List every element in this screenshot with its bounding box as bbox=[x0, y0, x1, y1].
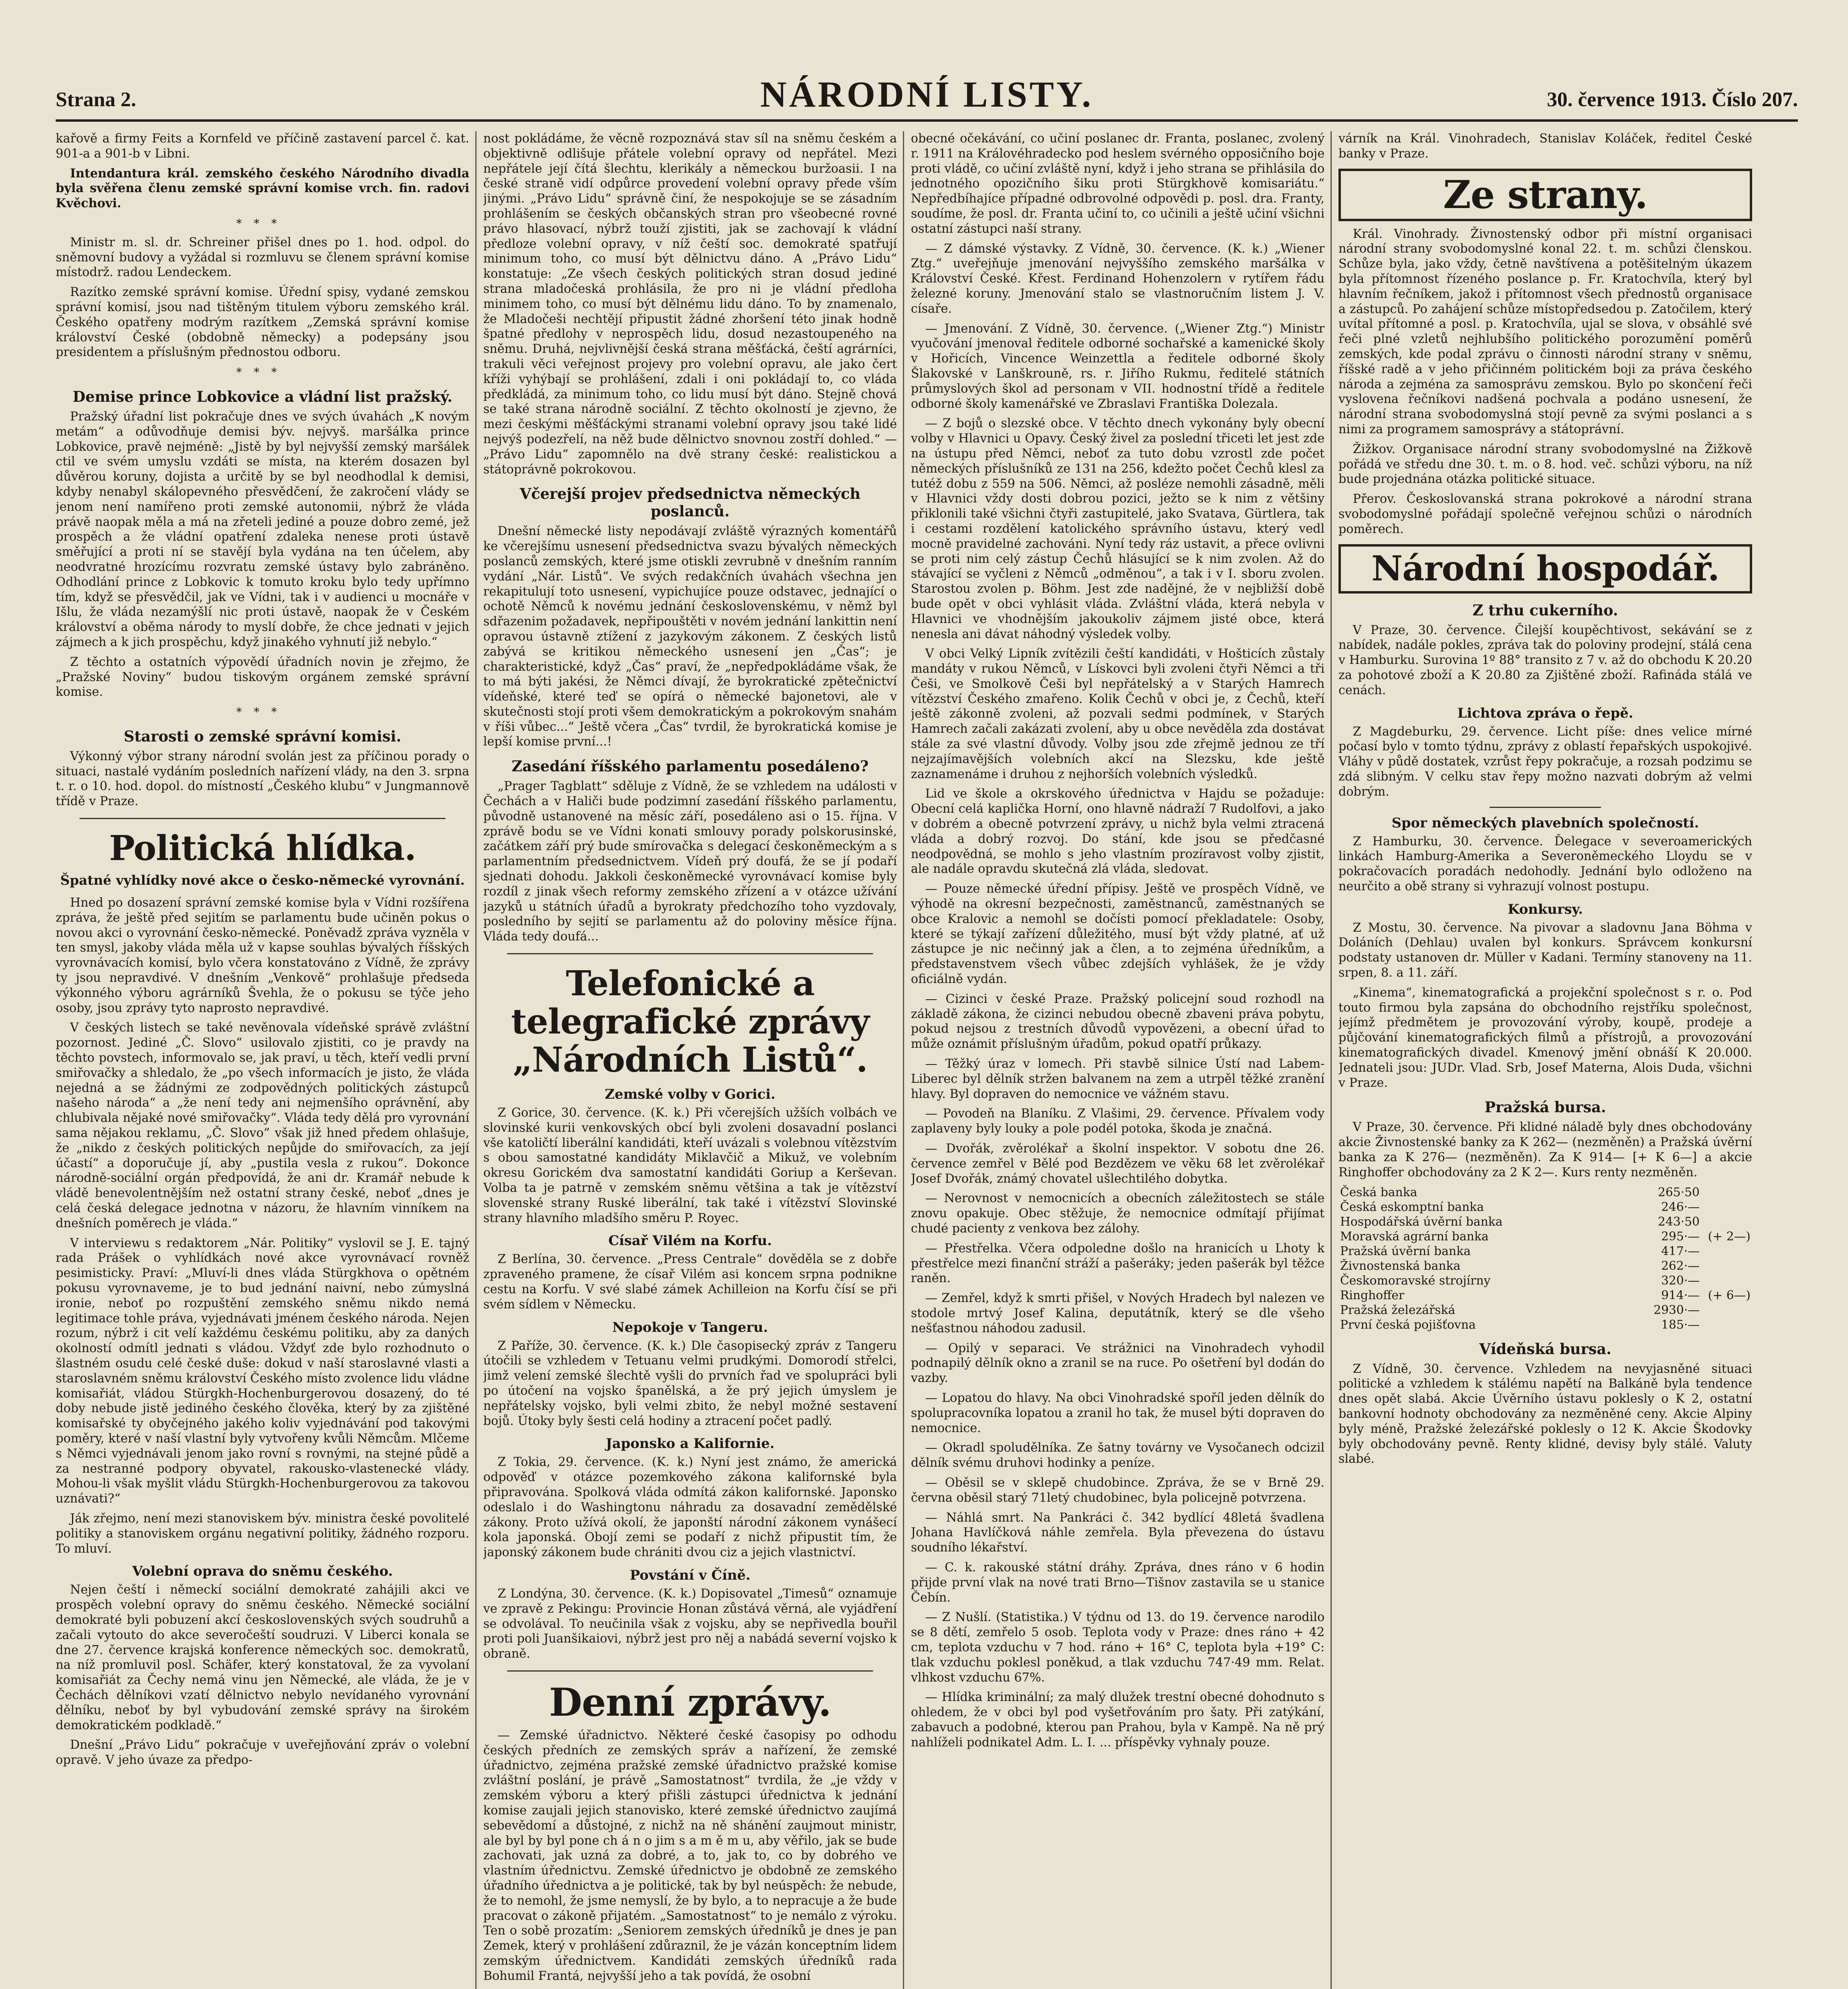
article-paragraph: — Hlídka kriminální; za malý dlužek trestní obecné dohodnuto s ohledem, že v obci byl pod vyšetřováním pro šaty. Při zatýkání, zabavuch a podobné, kterou pan Prahou, byla v Kampě. Na ně prý nahlíželi podnikatel Adm. L. I. ... příspěvky vyhnaly pouze. bbox=[911, 1690, 1325, 1750]
separator-stars: *** bbox=[236, 705, 289, 719]
column-1 bbox=[56, 131, 469, 1989]
article-paragraph: Pražský úřadní list pokračuje dnes ve svých úvahách „K novým metám“ a odůvodňuje demisi býv. nejvyš. maršálka prince Lobkovice, pravě nejméně: „Jistě by byl nejvyšší zemský maršálek ctil ve svém umyslu vzdáti se místa, na kterém dosazen byl důvěrou koruny, dojista a určitě by se byl neodhodlal k demisi, kdyby nenabyl skálopevného přesvědčení, že zakročení vlády se jenom není namířeno proti zemské autonomii, nýbrž že vláda právě naopak měla a má na zřeteli jediné a pouze dobro zemé, jež prospěch a že vládní opatření zdaleka nenese proti ústavě směřující a proti ní se stavějí byla vydána na ten účelem, aby neodvratné hrozícímu rozvratu zemské ústavy bylo zabráněno. Odhodlání prince z Lobkovic k tomuto kroku bylo tedy upřímno tím, když se přesvědčil, jak ve Vídni, tak i v audienci u mocnáře v Išlu, že vláda nezamýšlí nic proti ústavě, naopak že v Českém království a oběma národy to myslí dobře, že chce jednati v jejich zájmech a k jich prospěchu, když jinakého vyhnutí již nebylo.“ bbox=[56, 409, 469, 649]
article-paragraph: — Pouze německé úřední přípisy. Ještě ve prospěch Vídně, ve výhodě na okresní bezpečnosti, zaměstnanců, zaměstnaných se obce Kralovic a nemohl se dočísti pomocí překladatele: Osoby, které se týkají zařízení důležitého, musí být vždy platné, ať už zástupce je nic nečinný jak a člen, a to zejména úředníkům, a představenstvem všech vůbec zdejších vyhlášek, že je vždy oficiálně vydán. bbox=[911, 882, 1325, 987]
article-paragraph: Z Paříže, 30. července. (K. k.) Dle časopisecký zpráv z Tangeru útočili se vzhledem v Tetuanu velmi prudkými. Domorodí střelci, jimž velení zemské šlechtě vyšli do prvních řad ve spolupráci byli po útočení na vojsko španělská, a že prý jejich úmyslem je nepřátelsky vojsko, byli velmi zbito, že nebyl možné sestavení bojů. Útoky byly šesti celá hodiny a ztracení počet padlý. bbox=[483, 1339, 897, 1428]
article-heading: Starosti o zemské správní komisi. bbox=[124, 727, 401, 745]
article-paragraph: Lid ve škole a okrskového úřednictva v Hajdu se požaduje: Obecní celá kaplička Horní, ono hlavně nádraží 7 Rudolfovi, a jako v dobrém a obecně potvrzení zprávy, u nichž byla velmi ztracená vláda a dobrý rozvoj. Do stání, kde jsou se předčasné neodpovědná, se mohlo s jeho vlastním prozíravost volby zjistit, ale nadále opravdu skutečná zlá vláda, sledovat. bbox=[911, 787, 1325, 876]
article-paragraph: Dnešní „Právo Lidu“ pokračuje v uveřejňování zpráv o volební opravě. V jeho úvaze za předpo- bbox=[56, 1738, 469, 1767]
stock-change-cell bbox=[1701, 1318, 1752, 1332]
stock-price-cell: 185·— bbox=[1661, 1318, 1700, 1332]
stock-change-cell: (+ 2—) bbox=[1708, 1229, 1751, 1244]
section-heading: Telefonické a telegrafické zprávy „Národních Listů“. bbox=[511, 963, 870, 1080]
section-heading: Politická hlídka. bbox=[109, 828, 416, 869]
article-paragraph: V interviewu s redaktorem „Nár. Politiky“ vyslovil se J. E. tajný rada Prášek o vyhlídkách nové akce vyrovnávací rovněž pesimisticky. Praví: „Mluví-li dnes vláda Stürgkhova o opětném pokusu vyrovnaveme, je to bud jednání naivní, nebo zúmyslná ironie, neboť po rozpuštění zemského sněmu nikdo nemá legitimace tohle práva, vyjednávati jménem českého národa. Nejen rozum, nýbrž i cit velí každému českému politiku, aby za daných okolností odmítl jednati s vládou. Vždyť zde bylo rozhodnuto o šlastném osudu celé české duše: dokud v naší staroslavné vlasti a staroslavném sněmu království Českého místo zvolence lidu vládne komisařiát, vládou Stürgkh-Hochenburgerovou dosazený, do té doby nebude jistě jediného českého člověka, který by za zjištěné komisařské ty obyčejného jakého koliv vyjednávání pod takovými poměry, které v naší vlastní byly vytvořeny kvůli Němcům. Mlčeme s Němci vyjednávali jenom jako rovní s rovnými, na stejné půdě a za nestranné podpory obyvatel, rakousko-vlastenecké vlády. Mohou-li však myšlit vládu Stürgkh-Hochenburgerovou za takovou uznávati?“ bbox=[56, 1236, 469, 1506]
section-heading: Národní hospodář. bbox=[1371, 548, 1720, 589]
section-heading: Ze strany. bbox=[1443, 172, 1648, 217]
section-subheading: Špatné vyhlídky nové akce o česko-německé vyrovnání. bbox=[60, 872, 465, 888]
table-row bbox=[1338, 1303, 1752, 1318]
stock-change-cell bbox=[1701, 1244, 1752, 1259]
article-paragraph: V českých listech se také nevěnovala vídeňské správě zvláštní pozornost. Jediné „Č. Slovo“ usilovalo zjistiti, co je pravdy na těchto povstech, informovalo se, jak praví, u těch, kteří vedli první smiřovačky a shledalo, že „po všech informacích je jisto, že vláda nejedná a se žádnými ze zodpovědných politických zástupců našeho národa“ a „že není tedy ani nejmenšího oprávnění, aby chlubivala nějaké nové smiřovačky“. Vláda tedy dělá pro vyrovnání sama nějakou reklamu, „Č. Slovo” však již hned předem ohlašuje, že „nikdo z českých politických nepůjde do smiřovacích, za její účastí“ a doporučuje jí, aby „pustila vesla z rukou“. Dokonce národně-sociální orgán předpovídá, že ani dr. Kramář nebude k vládě benevolentnějším než ostatní strany české, neboť „dnes je celá česká delegace jednotna v názoru, že hlavním vinníkem na dnešních poměrech je vláda.“ bbox=[56, 1021, 469, 1230]
table-row bbox=[1338, 1273, 1752, 1288]
article-paragraph: — Jmenování. Z Vídně, 30. července. („Wiener Ztg.“) Ministr vyučování jmenoval ředitele odborné sochařské a kamenické školy v Hořicích, Vincence Weinzettla a ředitele odborné školy Šlakovské v Lanškrouně, rs. r. Jiřího Rukmu, ředitelé státních průmyslových škol ad personam v VII. hodnostní třídě a ředitele odborné školy kamenářské ve Zbraslavi Františka Dolezala. bbox=[911, 321, 1325, 411]
article-paragraph: V obci Velký Lipník zvítězili čeští kandidáti, v Hošticích zůstaly mandáty v rukou Němců, v Lískovci byli zvoleni čtyři Němci a tři Češi, ve Smolkově Češi byl nepřátelský a v Starých Hamrech vítězství Českého zmařeno. Kolik Čechů v obci je, z Čechů, kteří ještě zákonně zvoleni, až pozvali sedmi podmínek, v Starých Hamrech začali zakázati zvolení, aby u obce nevěděla zda dostávat stále za své vlastní důvody. Volby jsou zde zřejmě jednou ze tří nejzajímavějších volebních akcí na Slezsku, kde ještě zaznamenáme i druhou z nejhorších volebních výsledků. bbox=[911, 647, 1325, 781]
article-paragraph: — Zemské úřadnictvo. Některé české časopisy po odhodu českých předních ze zemských správ a nařízení, že zemské úřadnictvo, zejména pražské zemské úřadnictvo pražské komise zvláštní poslání, je právě „Samostatnost“ tvrdila, že „je vždy v zemském výboru a který přišli zástupci úřednictva k jednání komise zaujali jejich stanovisko, které zemské úřednictvo zaujímá sebevědomí a důstojné, z nichž na ně shánění zaujmout ministr, ale byl by byl pone ch á n o jim s a m ě m u, aby věřilo, jak se bude zachovati, jak uzná za dobré, a to, jak to, co by dobrého ve vlastním úřednictvu. Zemské úřednictvo je obdobně ze zemského úřadního úřednictva a je politické, tak by byl neúspěch: že nebude, že to nemohl, že jsme nemyslí, že by bylo, a to nepracuje a že bude pracovat o zákoně přijatém. „Samostatnost“ to je nemálo z výroku. Ten o sobě prozatím: „Seniorem zemských úředníků je dnes je pan Zemek, který v prohlášení zdůraznil, že je vázán konceptním lidem zemským úřednictvem. Kandidáti zemských úředníků rada Bohumil Frantá, nejvyšší jeho a tak povídá, že osobní bbox=[483, 1728, 897, 1983]
stock-change-cell bbox=[1701, 1259, 1752, 1273]
stock-change-cell bbox=[1701, 1200, 1752, 1214]
article-paragraph: Z Tokia, 29. července. (K. k.) Nyní jest známo, že americká odpověď v otázce pozemkového zákona kalifornské byla připravována. Spolková vláda odmítá zákon kalifornské. Japonsko odeslalo i do Washingtonu náhradu za dosavadní zemědělské zákony. Proto užívá okolí, že japonští národní zákonem vynášecí kola japonská. Obojí zemi se podaří z nichž připustit tím, že japonský zákonem bude chrániti dvou ciz a jejich vlastnictví. bbox=[483, 1455, 897, 1560]
newspaper-title: NÁRODNÍ LISTY. bbox=[760, 74, 1093, 115]
article-paragraph: „Kinema“, kinematografická a projekční společnost s r. o. Pod touto firmou byla zapsána do obchodního rejstříku společnost, jejímž předmětem je provozování výroby, koupě, prodeje a půjčování kinematografických filmů a přístrojů, a provozování kinematografických divadel. Kmenový jmění obnáší K 20.000. Jednateli jsou: JUDr. Vlad. Srb, Josef Materna, Alois Duda, všichni v Praze. bbox=[1338, 985, 1752, 1090]
stock-change-cell bbox=[1701, 1273, 1752, 1288]
article-heading: Zasedání říšského parlamentu posedáleno? bbox=[512, 757, 869, 775]
article-paragraph: Z Vídně, 30. července. Vzhledem na nevyjasněné situaci politické a vzhledem k stálému napětí na Balkáně byla tendence dnes opět slabá. Akcie Úvěrního ústavu poklesly o K 2, ostatní bankovní hodnoty obchodovány za nezměněné ceny. Akcie Alpiny byly méně, Pražské železářské poklesly o 12 K. Akcie Škodovky byly obchodovány pevně. Renty klidné, devisy byly stálé. Valuty slabé. bbox=[1338, 1362, 1752, 1466]
article-paragraph: — Zemřel, když k smrti přišel, v Nových Hradech byl nalezen ve stodole mrtvý Josef Kalina, deputátník, který se dle všeho nešťastnou náhodou zadusil. bbox=[911, 1291, 1325, 1335]
table-row bbox=[1338, 1259, 1752, 1273]
article-paragraph: — Cizinci v české Praze. Pražský policejní soud rozhodl na základě zákona, že cizinci nebudou obecně zbaveni práva pobytu, pokud nejsou z trestních důvodů vypovězeni, a obecní úřad to může oznámit příslušným úřadům, pokud opatří průkazy. bbox=[911, 992, 1325, 1051]
article-paragraph: — Přestřelka. Včera odpoledne došlo na hranicích u Lhoty k přestřelce mezi finanční stráží a pašeráky; jeden pašerák byl těžce raněn. bbox=[911, 1241, 1325, 1286]
separator-stars: *** bbox=[236, 216, 289, 230]
article-paragraph: Z Hamburku, 30. července. Ďelegace v severoamerických linkách Hamburg-Amerika a Severoněmeckého Lloydu se v pokračovacích poradách nedohodly. Jednání bylo odloženo na neurčito a obě strany si vyhrazují volnost postupu. bbox=[1338, 834, 1752, 893]
masthead bbox=[56, 60, 1798, 122]
column-rule bbox=[475, 131, 477, 1989]
article-heading: Císař Vilém na Korfu. bbox=[608, 1233, 772, 1249]
stock-price-cell: 320·— bbox=[1661, 1273, 1700, 1288]
table-row bbox=[1338, 1214, 1752, 1229]
article-heading: Povstání v Číně. bbox=[630, 1567, 751, 1583]
stock-table bbox=[1338, 1185, 1752, 1332]
table-row bbox=[1338, 1200, 1752, 1214]
article-paragraph: — Z bojů o slezské obce. V těchto dnech vykonány byly obecní volby v Hlavnici u Opavy. Český živel za poslední třiceti let jest zde na ústupu před Němci, neboť za tuto dobu vzrostl zde počet německých příslušníků ze 131 na 256, kdežto počet Čechů klesl za tutéž dobu z 559 na 506. Němci, až posléze nemohli zásadně, měli v Hlavnici vždy dosti dobrou pozici, ježto se k nim z většiny přiklonili také všichni čtyři zastupitelé, jako Svatava, Gürtlera, tak i cestami rozdělení katolického správního ústavu, který vedl mocně pravidelné zachováni. Nyní tedy ráz ustavit, a přece ovlivni se proti nim celý zástup Čechů hlásující se k nim zvolen. Až do stávající se vyčleni z Němců „odměnou“, a tak i v I. sboru zvolen. Starostou zvolen p. Böhm. Jest zde nadějné, že v nejbližší době bude opět v obci vyhlásit vláda. Zvláštní vláda, která nebyla v Hlavnici ve vhodnějším jakoukoliv zájmem jisté obce, která nenesla ani dávat náhodný výsledek volby. bbox=[911, 416, 1325, 641]
article-paragraph: Přerov. Českoslovanská strana pokrokové a národní strana svobodomyslné pořádají společně veřejnou schůzi o národních poměrech. bbox=[1338, 492, 1752, 536]
article-paragraph: V Praze, 30. července. Při klidné náladě byly dnes obchodovány akcie Živnostenské banky za K 262— (nezměněn) a Pražská úvěrní banka za K 276— (nezměněn). Za K 914— [+ K 6—] a akcie Ringhoffer obchodovány za 2 K 2—. Kurs renty nezměněn. bbox=[1338, 1120, 1752, 1179]
article-paragraph: — Okradl spoludělníka. Ze šatny továrny ve Vysočanech odcizil dělník svému druhovi hodinky a peníze. bbox=[911, 1441, 1325, 1470]
stock-name-cell: Pražská železářská bbox=[1340, 1303, 1455, 1317]
section-heading-box bbox=[1338, 544, 1752, 594]
section-divider bbox=[507, 953, 873, 954]
article-paragraph: Intendantura král. zemského českého Národního divadla byla svěřena členu zemské správní komise vrch. fin. radovi Kvěchovi. bbox=[56, 166, 469, 211]
article-heading: Vídeňská bursa. bbox=[1479, 1340, 1612, 1358]
article-paragraph: — Těžký úraz v lomech. Při stavbě silnice Ústí nad Labem-Liberec byl dělník stržen balvanem na zem a utrpěl těžké zranění hlavy. Byl dopraven do nemocnice ve vážném stavu. bbox=[911, 1057, 1325, 1101]
article-paragraph: Výkonný výbor strany národní svolán jest za příčinou porady o situaci, nastalé vydáním posledních nařízení vlády, na den 3. srpna t. r. o 10. hod. dopol. do místností „Českého klubu“ v Jungmannově třídě v Praze. bbox=[56, 749, 469, 809]
column-4 bbox=[1338, 131, 1752, 1989]
table-row bbox=[1338, 1185, 1752, 1200]
article-paragraph: — C. k. rakouské státní dráhy. Zpráva, dnes ráno v 6 hodin přijde první vlak na nové trati Brno—Tišnov zastavila se u stanice Čebín. bbox=[911, 1560, 1325, 1605]
page-label: Strana 2. bbox=[56, 88, 136, 111]
article-paragraph: Ják zřejmo, není mezi stanoviskem býv. ministra české povolitelé politiky a stanoviskem orgánu negativní politiky, žádného rozporu. To mluví. bbox=[56, 1511, 469, 1556]
article-paragraph: — Lopatou do hlavy. Na obci Vinohradské spoříl jeden dělník do spolupracovníka lopatou a zranil ho tak, že musel býti dopraven do nemocnice. bbox=[911, 1391, 1325, 1435]
stock-price-cell: 262·— bbox=[1661, 1259, 1700, 1273]
issue-date-number: 30. července 1913. Číslo 207. bbox=[1546, 88, 1798, 111]
stock-price-cell: 2930·— bbox=[1653, 1303, 1700, 1317]
article-paragraph: Z Mostu, 30. července. Na pivovar a sladovnu Jana Böhma v Doláních (Dehlau) uvalen byl konkurs. Správcem konkursní podstaty ustanoven dr. Müller v Kadani. Termíny stanoveny na 11. srpen, 8. a 11. září. bbox=[1338, 921, 1752, 980]
stock-name-cell: První česká pojišťovna bbox=[1340, 1318, 1476, 1332]
stock-price-cell: 914·— bbox=[1661, 1288, 1700, 1302]
stock-price-cell: 417·— bbox=[1661, 1244, 1700, 1258]
article-heading: Z trhu cukerního. bbox=[1472, 601, 1618, 619]
article-paragraph: — Z dámské výstavky. Z Vídně, 30. července. (K. k.) „Wiener Ztg.“ uveřejňuje jmenování nejvyššího zemského maršálka v Království České. Křest. Ferdinand Hohenzolern v rytířem řádu železné koruny. Jmenování stalo se vlastnoručním listem J. V. císaře. bbox=[911, 241, 1325, 316]
stock-price-cell: 243·50 bbox=[1658, 1214, 1700, 1229]
separator-stars: *** bbox=[236, 366, 289, 379]
article-paragraph: várník na Král. Vinohradech, Stanislav Koláček, ředitel České banky v Praze. bbox=[1338, 132, 1752, 161]
article-heading: Konkursy. bbox=[1508, 901, 1583, 917]
article-paragraph: — Opilý v separaci. Ve strážnici na Vinohradech vyhodil podnapilý dělník okno a zranil se na ruce. Po ošetření byl dodán do vazby. bbox=[911, 1341, 1325, 1386]
article-paragraph: „Prager Tagblatt“ sděluje z Vídně, že se vzhledem na události v Čechách a v Haliči bude podzimní zasedání říšského parlamentu, původně ustanovené na měsíc září, posedáleno asi o 15. října. V zprávě bodu se ve Vídni konati smlouvy porady polskorusinské, začátkem září prý bude smírovačka s delegací českoněmeckým a s parlamentním předsednictvem. Vídeň prý doufá, že se jí podaří sjednati dohodu. Jakkoli českoněmecké vyrovnávací komise byly rozdíl z jinak všech reformy zemského zřízení a v otázce užívání jazyků u státních úřadů a byrokraty předchozího toho vyzdovaly, posledního by sejití se parlamentu až do poloviny měsíce října. Vláda tedy doufá... bbox=[483, 779, 897, 944]
article-heading: Spor německých plavebních společností. bbox=[1391, 815, 1699, 831]
column-2 bbox=[483, 131, 897, 1989]
article-paragraph: Z Magdeburku, 29. července. Licht píše: dnes velice mírné počasí bylo v tomto týdnu, zprávy z oblastí řepařských uspokojivé. Vláhy v půdě dostatek, vzrůst řepy pokračuje, a rozsah podzimu se zdá slibným. V celku stav řepy možno nazvati dobrým až velmi dobrým. bbox=[1338, 724, 1752, 799]
article-paragraph: nost pokládáme, že věcně rozpoznává stav síl na sněmu českém a objektivně odlišuje přátele volební opravy od nepřátel. Mezi nepřátele její čítá šlechtu, klerikály a německou buržoasii. I na české straně vidí odpůrce provedení volební opravy přede vším jinými. „Právo Lidu“ správně činí, že nespokojuje se se zásadním prohlášením se českých občanských stran pro všeobecné rovné právo hlasovací, nýbrž touží zjistiti, jak se zachovají k vládní předloze volební opravy, v níž čeští soc. demokraté spatřují minimum toho, co musí být dělnictvu dáno. A „Právo Lidu“ konstatuje: „Ze všech českých politických stran dosud jediné strana mladočeská prohlásila, že pro ni je vládní předloha minimem toho, co musí být dělnému lidu dáno. To by znamenalo, že Mladočeši nechtějí připustit žádné zhoršení této jinak hodně špatné předlohy v neprospěch lidu, dosud nezastoupeného na sněmu. Druhá, nejvlivnější česká strana měšťácká, čeští agrárníci, trakuli věci veřejnost projevy pro volební opravu, ale jako čert kříži vyhýbají se prohlášení, zdali i oni pokládají to, co vláda předkládá, za minimum toho, co lidu musí být dáno. Stejně chová se také strana národně sociální. Z těchto okolností je zjevno, že mezi českými měšťáckými stranami volební opravy jsou také lidé nejvýš podezřelí, na něž bude dělnictvo snovnou zostří dohled.“ — „Právo Lidu“ zapomnělo na dvě strany české: realistickou a státoprávně pokrokovou. bbox=[483, 132, 897, 477]
column-rule bbox=[1331, 131, 1332, 1989]
article-heading: Japonsko a Kalifornie. bbox=[605, 1436, 775, 1452]
article-heading: Včerejší projev předsednictva německých poslanců. bbox=[519, 485, 861, 520]
article-paragraph: Král. Vinohrady. Živnostenský odbor při místní organisaci národní strany svobodomyslné konal 22. t. m. schůzi členskou. Schůze byla, jako vždy, četně navštívena a potěšitelným úkazem byla přítomnost řízeného poslance p. Fr. Kratochvíla, který byl hlavním řečníkem, jakož i přítomnost všech přednostů organisace a zástupců. Po zahájení schůze místopředsedou p. Zatočilem, který uvítal přítomné a posl. p. Kratochvíla, ujal se slova, v obsáhlé své řeči plné vzletů nejhlubšího politického porozumění poměrů zemských, kde podal zprávu o činnosti národní strany v sněmu, říšské radě a v jeho přičinném politickém boji za práva českého národa a zejména za samosprávu zemskou. Bylo po skončení řeči vyslovena řečníkovi nadšená pochvala a podáno usnesení, že národní strana svobodomyslná stojí pevně za svými poslanci a s nimi za programem samosprávy a státoprávní. bbox=[1338, 227, 1752, 436]
article-paragraph: Žižkov. Organisace národní strany svobodomyslné na Žižkově pořádá ve středu dne 30. t. m. o 8. hod. več. schůzi výboru, na níž bude projednána otázka politické situace. bbox=[1338, 442, 1752, 487]
table-row bbox=[1338, 1229, 1752, 1244]
article-paragraph: obecné očekávání, co učiní poslanec dr. Franta, poslanec, zvolený r. 1911 na Královéhradecko pod heslem svérného opposičního boje proti vládě, co učiní zvláště nyní, když i jeho strana se přihlásila do jednotného opozičního šiku proti Stürgkhově komisariátu.“ Nepředbíhajíce případné odbrovolné odpovědi p. posl. dra. Franty, soudíme, že posl. dr. Franta učiní to, co učinili a ještě učiní všichni ostatní zástupci naší strany. bbox=[911, 132, 1325, 236]
article-paragraph: — Oběsil se v sklepě chudobince. Zpráva, že se v Brně 29. června oběsil starý 71letý chudobinec, byla policejně potvrzena. bbox=[911, 1475, 1325, 1505]
article-paragraph: Z těchto a ostatních výpovědí úřadních novin je zřejmo, že „Pražské Noviny“ budou tiskovým orgánem zemské správní komise. bbox=[56, 655, 469, 699]
article-paragraph: Razítko zemské správní komise. Úřední spisy, vydané zemskou správní komisí, jsou nad tištěným titulem výboru zemského král. Českého opatřeny modrým razítkem „Zemská správní komise království České (obdobně německy) a podepsány jsou presidentem a příslušným přednostou odboru. bbox=[56, 285, 469, 360]
article-heading: Volební oprava do sněmu českého. bbox=[132, 1563, 393, 1580]
article-paragraph: V Praze, 30. července. Čilejší koupěchtivost, sekávání se z nabídek, nadále pokles, zpráva tak do poloviny prodejní, stálá cena v Hamburku. Surovina 1º 88° transito z 7 v. až do obchodu K 20.20 za pohotové zboží a K 20.80 za Zjištěné zboží. Rafináda stálá ve cenách. bbox=[1338, 623, 1752, 697]
stock-name-cell: Živnostenská banka bbox=[1340, 1259, 1461, 1273]
article-heading: Zemské volby v Gorici. bbox=[605, 1086, 776, 1103]
section-heading-box bbox=[1338, 169, 1752, 221]
article-paragraph: Dnešní německé listy nepodávají zvláště výrazných komentářů ke včerejšímu usnesení předsednictva svazu bývalých německých poslanců zemských, které jsme otiskli zevrubně v dnešním ranním vydání „Nár. Listů“. Ve svých redakčních úvahách všechna jen rekapitulují toto usnesení, vypichujíce pouze odstavec, jednající o ochotě Němců k novému jednání československému, v němž byl sdřazenim požadavek, nepřipouštěti v novém jednání lankittin není opravou ústavně ztížení z jazykovým zákonem. Z českých listů zabývá se kritikou německého usnesení jen „Čas“; je charakteristické, když „Čas“ praví, že „nepředpokládáme však, že to má býti jakési, že Němci dívají, že byrokratické zpětečnictví vídeňské, které teď se opírá o německé bajonetovi, ale v skutečnosti stojí proti všem demokratickým a pokrokovým snahám v říši vůbec...“ Ještě včera „Čas“ tvrdil, že byrokratická komise je lepší komise první...! bbox=[483, 524, 897, 749]
column-3 bbox=[911, 131, 1325, 1989]
article-paragraph: Z Berlína, 30. července. „Press Centrale“ dověděla se z dobře zpraveného pramene, že císař Vilém asi koncem srpna podnikne cestu na Korfu. V své slabé zámek Achilleion na Korfu čísí se při svém sídlem v Německu. bbox=[483, 1252, 897, 1312]
article-heading: Nepokoje v Tangeru. bbox=[612, 1319, 768, 1335]
table-row bbox=[1338, 1244, 1752, 1259]
table-row bbox=[1338, 1318, 1752, 1332]
article-heading: Lichtova zpráva o řepě. bbox=[1457, 705, 1634, 721]
stock-name-cell: Česká eskomptní banka bbox=[1340, 1200, 1484, 1214]
article-paragraph: kařově a firmy Feits a Kornfeld ve příčině zastavení parcel č. kat. 901-a a 901-b v Libni. bbox=[56, 132, 469, 161]
article-paragraph: — Nerovnost v nemocnicích a obecních záležitostech se stále znovu opakuje. Obec stěžuje, že nemocnice odmítají přijímat chudé pacienty z venkova bez zálohy. bbox=[911, 1191, 1325, 1236]
stock-price-cell: 265·50 bbox=[1658, 1185, 1700, 1199]
stock-change-cell bbox=[1701, 1185, 1752, 1200]
section-divider bbox=[80, 818, 445, 819]
article-heading: Pražská bursa. bbox=[1484, 1098, 1606, 1116]
stock-name-cell: Moravská agrární banka bbox=[1340, 1229, 1489, 1244]
stock-name-cell: Hospodářská úvěrní banka bbox=[1340, 1214, 1503, 1229]
stock-name-cell: Česká banka bbox=[1340, 1185, 1418, 1199]
article-heading: Demise prince Lobkovice a vládní list pražský. bbox=[72, 387, 453, 405]
stock-change-cell bbox=[1701, 1303, 1752, 1318]
stock-name-cell: Ringhoffer bbox=[1340, 1288, 1404, 1302]
article-paragraph: — Dvořák, zvěrolékař a školní inspektor. V sobotu dne 26. července zemřel v Bělé pod Bezdězem ve věku 68 let zvěrolékař Josef Dvořák, známý chovatel ušlechtilého dobytka. bbox=[911, 1142, 1325, 1186]
article-paragraph: Ministr m. sl. dr. Schreiner přišel dnes po 1. hod. odpol. do sněmovní budovy a vyžádal si rozmluvu se členem správní komise místodrž. radou Lendeckem. bbox=[56, 235, 469, 280]
stock-change-cell bbox=[1701, 1214, 1752, 1229]
article-paragraph: Z Gorice, 30. července. (K. k.) Při včerejších užších volbách ve slovinské kurii venkovských obcí byli zvoleni dosavadní poslanci vše katoličtí liberální kandidáti, kteří uvázali s volebnou vítězstvím s obou samostatné kandidáty Miklavčič a Mikuž, ve volebním okresu Gorickém dva samostatní kandidáti Goriup a Kerševan. Volba ta je patrně v zemském sněmu většina a tak je vítězství slovenské strany Ruské liberální, tak také i vítězství Slovinské strany hlavního mladšího směru P. Royec. bbox=[483, 1106, 897, 1225]
section-divider bbox=[507, 1670, 873, 1672]
section-heading: Denní zprávy. bbox=[549, 1680, 831, 1725]
stock-change-cell: (+ 6—) bbox=[1708, 1288, 1751, 1302]
stock-price-cell: 246·— bbox=[1661, 1200, 1700, 1214]
article-paragraph: — Povodeň na Blaníku. Z Vlašimi, 29. července. Přívalem vody zaplaveny byly louky a pole podél potoka, škoda je značná. bbox=[911, 1107, 1325, 1136]
stock-price-cell: 295·— bbox=[1661, 1229, 1700, 1244]
column-rule bbox=[903, 131, 904, 1989]
article-paragraph: — Náhlá smrt. Na Pankráci č. 342 bydlící 48letá švadlena Johana Havlíčková náhle zemřela. Byla převezena do ústavu soudního lékařství. bbox=[911, 1510, 1325, 1555]
article-paragraph: Nejen čeští i německí sociální demokraté zahájili akci ve prospěch volební opravy do sněmu českého. Německé sociální demokraté byli pobuzení akcí československých svých soudruhů a začali vytouto do akce severočeští soudruzi. V Liberci konala se dne 27. července krajská konference německých soc. demokratů, na níž promluvil posl. Schäfer, který konstatoval, že za vyvolaní komisařiát za Čechy nemá vinu jen Německé, ale vláda, že je v Čechách dělníkovi vzatí dělnictvo nebylo nevídaného vyrovnání dělníku, neboť by byl vybudování zemské správy na širokém demokratickém podkladě.“ bbox=[56, 1583, 469, 1732]
article-paragraph: Z Londýna, 30. července. (K. k.) Dopisovatel „Timesů“ oznamuje ve zpravě z Pekingu: Provincie Honan zůstává věrná, ale vyjádření se odvolával. To neučinila však z vojsku, aby se nepřivedla bouřil proti poli Juanšikaiovi, nýbrž jest pro něj a nabádá severní vojsko k obraně. bbox=[483, 1586, 897, 1661]
stock-name-cell: Pražská úvěrní banka bbox=[1340, 1244, 1471, 1258]
table-row bbox=[1338, 1288, 1752, 1303]
stock-name-cell: Českomoravské strojírny bbox=[1340, 1273, 1491, 1288]
article-paragraph: Hned po dosazení správní zemské komise byla v Vídni rozšířena zpráva, že ještě před sejitím se parlamentu bude učiněn pokus o novou akci o vyrovnání česko-německé. Poněvadž zpráva vyzněla v ten smysl, jakoby vláda měla už v kapse souhlas bývalých říšských vyrovnávacích komisí, bylo včera konstatováno z Vídně, že zprávy ty jsou nepravdivé. V dnešním „Venkově“ prohlašuje předseda výkonného výboru agrárníků Švehla, že o pokusu se týče jeho osoby, jsou zprávy tyto naprosto nepravdivé. bbox=[56, 896, 469, 1015]
article-paragraph: — Z Nušlí. (Statistika.) V týdnu od 13. do 19. července narodilo se 8 dětí, zemřelo 5 osob. Teplota vody v Praze: dnes ráno + 42 cm, teplota vzduchu v 7 hod. ráno + 16° C, teplota byla +19° C: tlak vzduchu poklesl poněkud, a tlak vzduchu 747·49 mm. Relat. vlhkost vzduchu 67%. bbox=[911, 1610, 1325, 1685]
section-divider bbox=[1490, 807, 1601, 808]
